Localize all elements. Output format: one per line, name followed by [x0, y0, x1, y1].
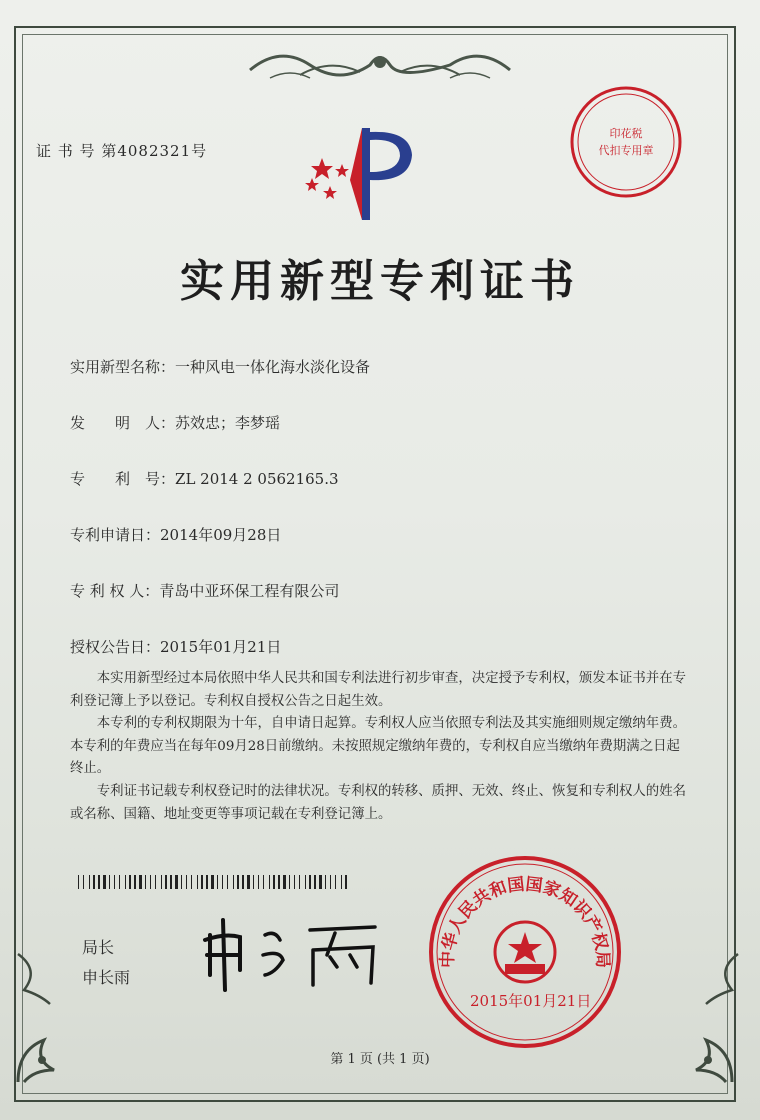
field-name: 实用新型名称：一种风电一体化海水淡化设备	[70, 358, 371, 376]
side-ornament-right	[690, 950, 746, 1006]
side-ornament-left	[10, 950, 66, 1006]
svg-text:印花税: 印花税	[609, 127, 643, 140]
paragraph: 本专利的专利权期限为十年，自申请日起算。专利权人应当依照专利法及其实施细则规定缴纳年费。本专利的年费应当在每年09月28日前缴纳。未按照规定缴纳年费的，专利权自应当缴纳年费期满之日起终止。	[70, 716, 686, 777]
field-patentee: 专 利 权 人：青岛中亚环保工程有限公司	[70, 582, 340, 600]
signatory-name: 申长雨	[82, 968, 131, 987]
top-ornament	[240, 40, 520, 90]
paragraph: 本实用新型经过本局依照中华人民共和国专利法进行初步审查，决定授予专利权，颁发本证书并在专利登记簿上予以登记。专利权自授权公告之日起生效。	[70, 671, 686, 709]
svg-text:中华人民共和国国家知识产权局: 中华人民共和国国家知识产权局	[437, 874, 613, 969]
field-patent-number: 专 利 号：ZL 2014 2 0562165.3	[70, 470, 339, 488]
field-grant-date: 授权公告日：2015年01月21日	[70, 638, 282, 656]
certificate-number: 证 书 号 第4082321号	[36, 142, 208, 160]
paragraph: 专利证书记载专利权登记时的法律状况。专利权的转移、质押、无效、终止、恢复和专利权人的姓名或名称、国籍、地址变更等事项记载在专利登记簿上。	[70, 783, 686, 822]
page-footer: 第 1 页 (共 1 页)	[330, 1052, 430, 1067]
barcode	[78, 875, 348, 889]
seal-date: 2015年01月21日	[470, 992, 592, 1010]
field-inventor: 发 明 人：苏效忠；李梦瑶	[70, 414, 281, 432]
tax-stamp	[566, 82, 686, 202]
handwritten-signature	[195, 905, 395, 995]
certificate-body	[70, 668, 690, 826]
patent-office-logo-icon	[300, 120, 430, 225]
certificate-title: 实用新型专利证书	[180, 256, 580, 307]
official-seal	[425, 852, 625, 1052]
signatory-title: 局长	[82, 938, 115, 957]
field-application-date: 专利申请日：2014年09月28日	[70, 526, 282, 544]
svg-text:代扣专用章: 代扣专用章	[598, 144, 654, 157]
